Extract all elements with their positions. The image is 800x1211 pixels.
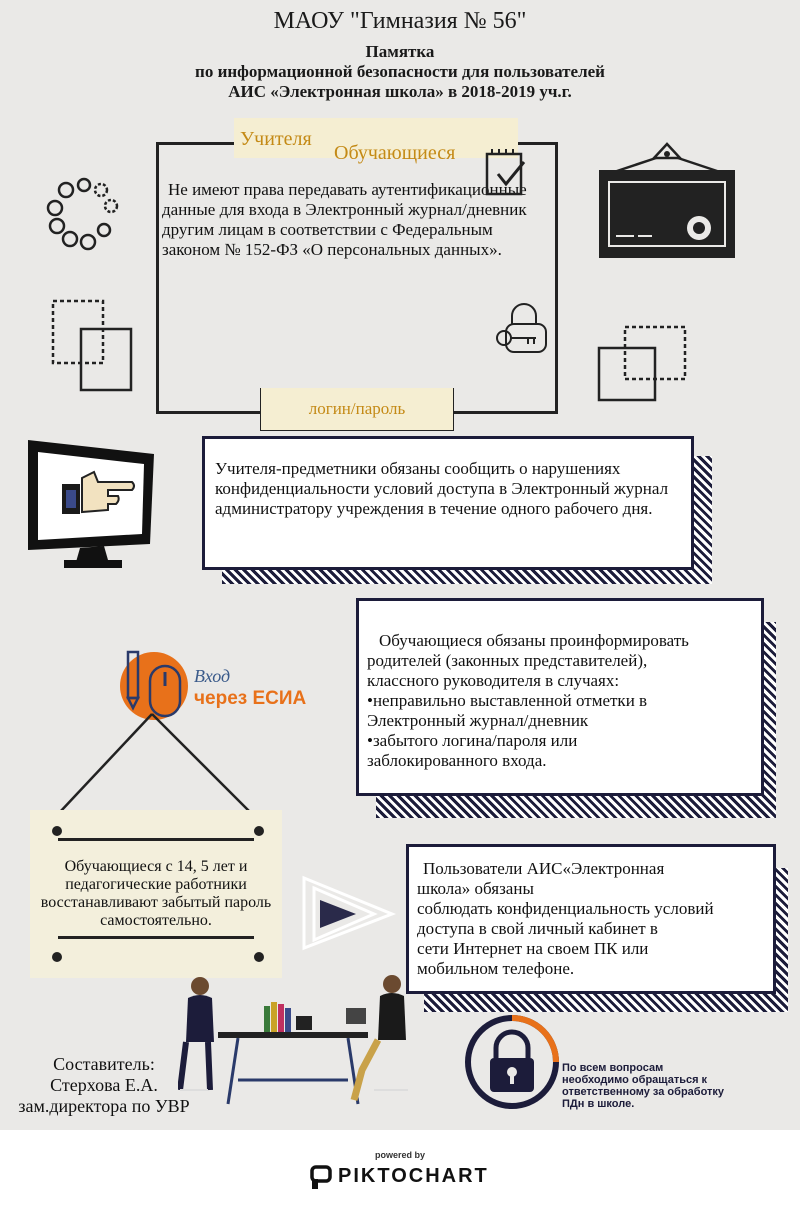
teachers-duty-card [202,436,694,570]
students-duty-text [367,631,757,771]
pin-icon [52,952,62,962]
students-duty-line: •забытого логина/пароля или [367,731,578,750]
pin-icon [52,826,62,836]
rule-text: Не имеют права передавать аутентификационные данные для входа в Электронный журнал/дневник другим лицам в соответствии с Федеральным законом № 152-ФЗ «О персональных данных». [162,180,527,259]
note-board [30,810,282,978]
piktochart-logo[interactable] [300,1163,500,1193]
memo-title-line: по информационной безопасности для пользователей [195,62,605,81]
piktochart-brand: PIKTOCHART [338,1165,489,1187]
tag-teachers: Учителя [240,128,312,150]
school-title: МАОУ "Гимназия № 56" [273,8,527,34]
certificate-icon [596,142,738,260]
play-arrow-icon [300,874,400,952]
teachers-duty-text: Учителя-предметники обязаны сообщить о нарушениях конфиденциальности условий доступа в Электронный журнал администратору учреждения в течение одного рабочего дня. [215,459,669,518]
users-duty-card [406,844,776,994]
users-duty-line: сети Интернет на своем ПК или [417,939,649,958]
monitor-pointer-icon [24,436,160,570]
memo-title-line: Памятка [365,42,435,61]
divider [58,936,254,939]
loading-icon [44,176,124,252]
esia-login-label: Вход [194,666,231,686]
squares-icon [50,298,136,394]
memo-title-line: АИС «Электронная школа» в 2018-2019 уч.г. [228,82,572,101]
users-duty-line: школа» обязаны [417,879,534,898]
students-duty-line: классного руководителя в случаях: [367,671,620,690]
author-line: Стерхова Е.А. [50,1075,158,1095]
author-line: Составитель: [53,1054,155,1074]
students-duty-line: родителей (законных представителей), [367,651,648,670]
author-block [6,1054,202,1117]
powered-by-label: powered by [374,1150,425,1160]
users-duty-line: соблюдать конфиденциальность условий [417,899,714,918]
pin-icon [254,952,264,962]
key-lock-icon [494,300,550,356]
students-duty-line: Электронный журнал/дневник [367,711,589,730]
contact-text: По всем вопросам необходимо обращаться к ответственному за обработку ПДн в школе. [562,1062,725,1110]
students-duty-line: Обучающиеся обязаны проинформировать [379,631,689,650]
padlock-icon [462,1012,562,1112]
memo-title [0,42,800,102]
users-duty-line: Пользователи АИС«Электронная [423,859,665,878]
users-duty-line: мобильном телефоне. [417,959,575,978]
people-meeting-illustration [178,970,414,1118]
pin-icon [254,826,264,836]
students-duty-card [356,598,764,796]
checklist-icon [484,148,528,198]
login-password-tag: логин/пароль [260,388,454,431]
note-text: Обучающиеся с 14, 5 лет и педагогические работники восстанавливают забытый пароль самостоятельно. [40,858,272,929]
users-duty-line: доступа в свой личный кабинет в [417,919,658,938]
users-duty-text [417,859,773,979]
students-duty-line: заблокированного входа. [367,751,547,770]
tag-students: Обучающиеся [334,142,456,164]
author-line: зам.директора по УВР [18,1096,190,1116]
squares-icon [596,324,690,404]
students-duty-line: •неправильно выставленной отметки в [367,691,648,710]
piktochart-icon [310,1165,334,1191]
hanging-string [40,712,270,816]
esia-label: через ЕСИА [194,688,307,709]
divider [58,838,254,841]
